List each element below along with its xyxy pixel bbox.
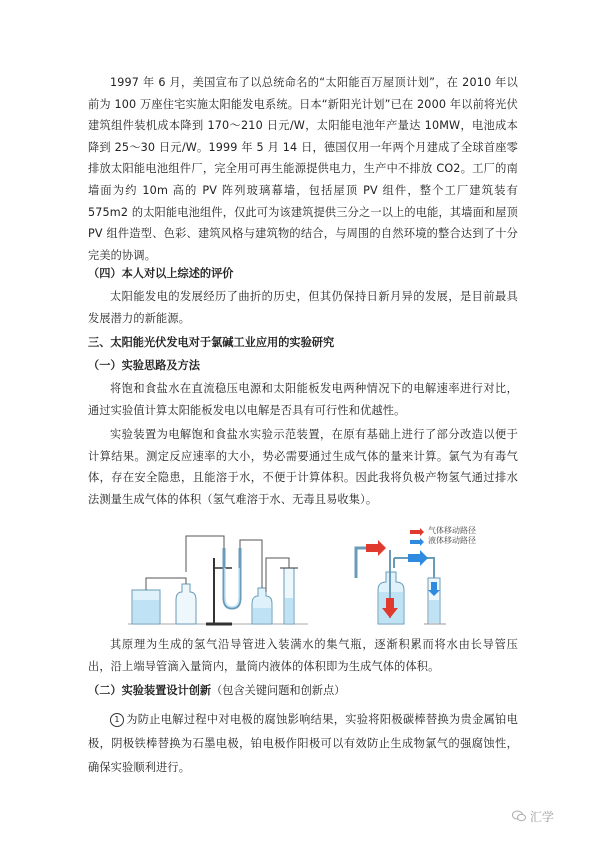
paragraph-principle: 其原理为生成的氢气沿导管进入装满水的集气瓶，逐渐积累而将水由长导管压出，沿上端导管滴入量筒内，量筒内液体的体积即为生成气体的体积。 — [88, 638, 518, 673]
heading-innovation — [88, 681, 345, 701]
apparatus-diagram-left — [128, 528, 308, 628]
circled-number: 1 — [110, 713, 124, 727]
paragraph-innovation — [88, 708, 518, 780]
wechat-icon — [512, 810, 526, 822]
liquid-arrow — [408, 550, 428, 566]
legend-gas-label: 气体移动路径 — [428, 526, 476, 535]
paragraph-evaluation: 太阳能发电的发展经历了曲折的历史，但其仍保持日新月异的发展，是目前最具发展潜力的新能源。 — [88, 290, 518, 325]
paragraph-method: 将饱和食盐水在直流稳压电源和太阳能板发电两种情况下的电解速率进行对比，通过实验值计算太阳能板发电以电解是否具有可行性和优越性。 — [88, 382, 518, 417]
paragraph-apparatus: 实验装置为电解饱和食盐水实验示范装置，在原有基础上进行了部分改造以便于计算结果。测定反应速率的大小，势必需要通过生成气体的量来计算。氯气为有毒气体，存在安全隐患，且能溶于水，不便于计算体积。因此我将负极产物氢气通过排水法测量生成气体的体积（氢气难溶于水、无毒且易收集）。 — [88, 428, 518, 506]
heading-method: （一）实验思路及方法 — [88, 359, 200, 372]
heading-evaluation: （四）本人对以上综述的评价 — [88, 267, 234, 280]
diagram-legend — [428, 526, 476, 546]
paragraph-innovation-text: 为防止电解过程中对电极的腐蚀影响结果，实验将阳极碳棒替换为贵金属铂电极，阴极铁棒替换为石墨电极，铂电极作阳极可以有效防止生成物氯气的强腐蚀性，确保实验顺利进行。 — [88, 713, 518, 774]
watermark — [512, 808, 554, 825]
legend-liquid-label: 液体移动路径 — [428, 536, 476, 545]
gas-arrow — [366, 540, 386, 556]
heading-innovation-sub: （包含关键问题和创新点） — [211, 684, 346, 697]
paragraph-history: 1997 年 6 月，美国宣布了以总统命名的“太阳能百万屋顶计划”，在 2010 年以前为 100 万座住宅实施太阳能发电系统。日本“新阳光计划”已在 2000 年以前将光伏建筑组件装机成本降到 170～210 日元/W，太阳能电池年产量达 10MW，电池成本降到 25～30 日元/W。1999 年 5 月 14 日，德国仅用一年两个月建成了全球首座零排放太阳能电池组件厂，完全用可再生能源提供电力，生产中不排放 CO2。工厂的南墙面为约 10m 高的 PV 阵列玻璃幕墙，包括屋顶 PV 组件，整个工厂建筑装有 575m2 的太阳能电池组件，仅此可为该建筑提供三分之一以上的电能，其墙面和屋顶 PV 组件造型、色彩、建筑风格与建筑物的结合，与周围的自然环境的整合达到了十分完美的协调。 — [88, 76, 518, 262]
legend-gas-icon — [410, 528, 424, 536]
legend-liquid-icon — [410, 538, 424, 546]
watermark-text: 汇学 — [529, 810, 554, 824]
heading-innovation-main: （二）实验装置设计创新 — [88, 684, 212, 697]
heading-section-three: 三、太阳能光伏发电对于氯碱工业应用的实验研究 — [88, 336, 335, 349]
